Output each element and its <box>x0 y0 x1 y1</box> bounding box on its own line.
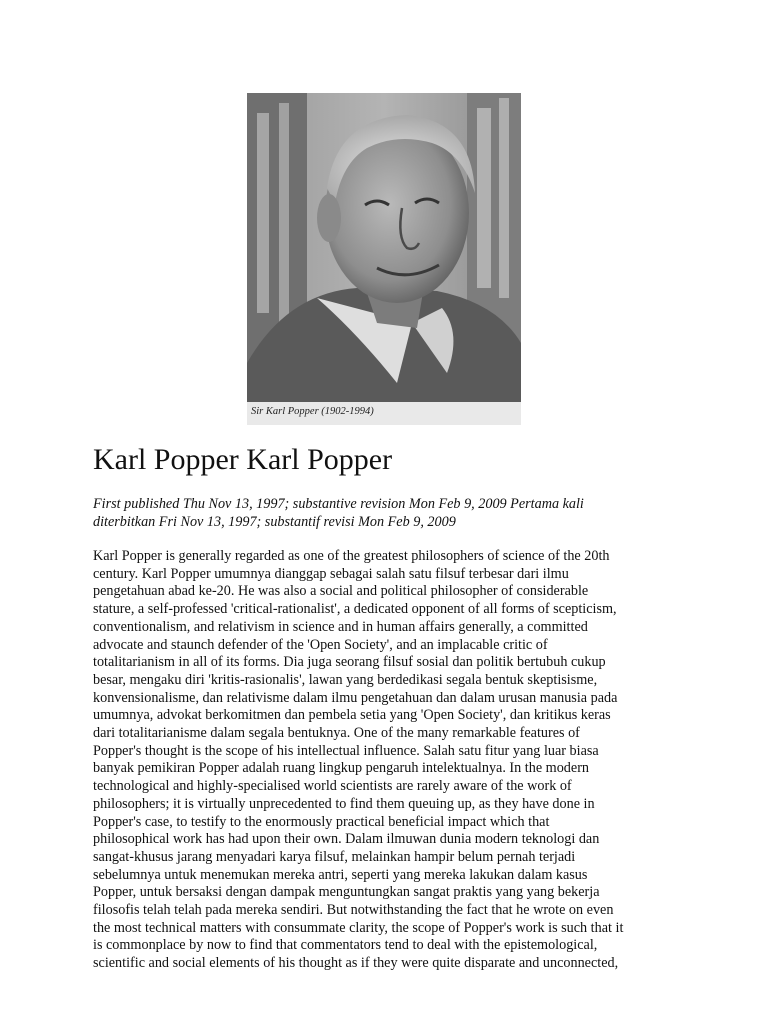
body-line: Popper's case, to testify to the enormously practical beneficial impact which that <box>93 813 550 830</box>
body-line: stature, a self-professed 'critical-rationalist', a dedicated opponent of all forms of scepticism, <box>93 601 617 618</box>
body-line: advocate and staunch defender of the 'Open Society', and an implacable critic of <box>93 636 548 653</box>
body-line: century. Karl Popper umumnya dianggap sebagai salah satu filsuf terbesar dari ilmu <box>93 565 569 582</box>
body-line: dari totalitarianisme dalam segala bentuknya. One of the many remarkable features of <box>93 725 580 742</box>
portrait-figure <box>247 93 521 425</box>
body-line: konvensionalisme, dan relativisme dalam ilmu pengetahuan dan dalam urusan manusia pada <box>93 689 618 706</box>
body-line: technological and highly-specialised world scientists are rarely aware of the work of <box>93 778 572 795</box>
body-line: philosophers; it is virtually unprecedented to find them queuing up, as they have done in <box>93 795 595 812</box>
body-line: umumnya, advokat berkomitmen dan pembela setia yang 'Open Society', dan kritikus keras <box>93 707 611 724</box>
article-body <box>93 548 693 973</box>
body-line: philosophical work has had upon their own. Dalam ilmuwan dunia modern teknologi dan <box>93 831 600 848</box>
body-line: Karl Popper is generally regarded as one of the greatest philosophers of science of the 20th <box>93 548 610 564</box>
publication-info-line: First published Thu Nov 13, 1997; substantive revision Mon Feb 9, 2009 Pertama kali <box>93 496 584 512</box>
body-line: filosofis telah telah pada mereka sendiri. But notwithstanding the fact that he wrote on even <box>93 902 614 919</box>
article-title: Karl Popper Karl Popper <box>93 443 393 476</box>
figure-caption: Sir Karl Popper (1902-1994) <box>251 406 374 417</box>
body-line: Popper's thought is the scope of his intellectual influence. Salah satu fitur yang luar biasa <box>93 742 599 759</box>
body-line: sangat-khusus jarang menyadari karya filsuf, melainkan hampir belum pernah terjadi <box>93 848 576 865</box>
body-line: pengetahuan abad ke-20. He was also a social and political philosopher of considerable <box>93 583 589 600</box>
body-line: conventionalism, and relativism in science and in human affairs generally, a committed <box>93 618 588 635</box>
portrait-image <box>247 93 521 402</box>
body-line: scientific and social elements of his thought as if they were quite disparate and unconnected, <box>93 955 619 972</box>
portrait-photo <box>247 93 521 402</box>
body-line: besar, mengaku diri 'kritis-rasionalis', lawan yang berdedikasi segala bentuk skeptisisme, <box>93 671 598 688</box>
body-line: sebelumnya untuk menemukan mereka antri, seperti yang mereka lakukan dalam kasus <box>93 866 588 883</box>
body-line: Popper, untuk bersaksi dengan dampak menguntungkan sangat praktis yang yang bekerja <box>93 884 600 901</box>
body-line: banyak pemikiran Popper adalah ruang lingkup pengaruh intelektualnya. In the modern <box>93 760 590 777</box>
publication-info <box>93 496 693 531</box>
body-line: is commonplace by now to find that commentators tend to deal with the epistemological, <box>93 937 598 954</box>
body-line: totalitarianism in all of its forms. Dia juga seorang filsuf sosial dan politik bertubuh cukup <box>93 654 606 671</box>
publication-info-line: diterbitkan Fri Nov 13, 1997; substantif revisi Mon Feb 9, 2009 <box>93 513 456 530</box>
body-line: the most technical matters with consummate clarity, the scope of Popper's work is such that it <box>93 919 624 936</box>
